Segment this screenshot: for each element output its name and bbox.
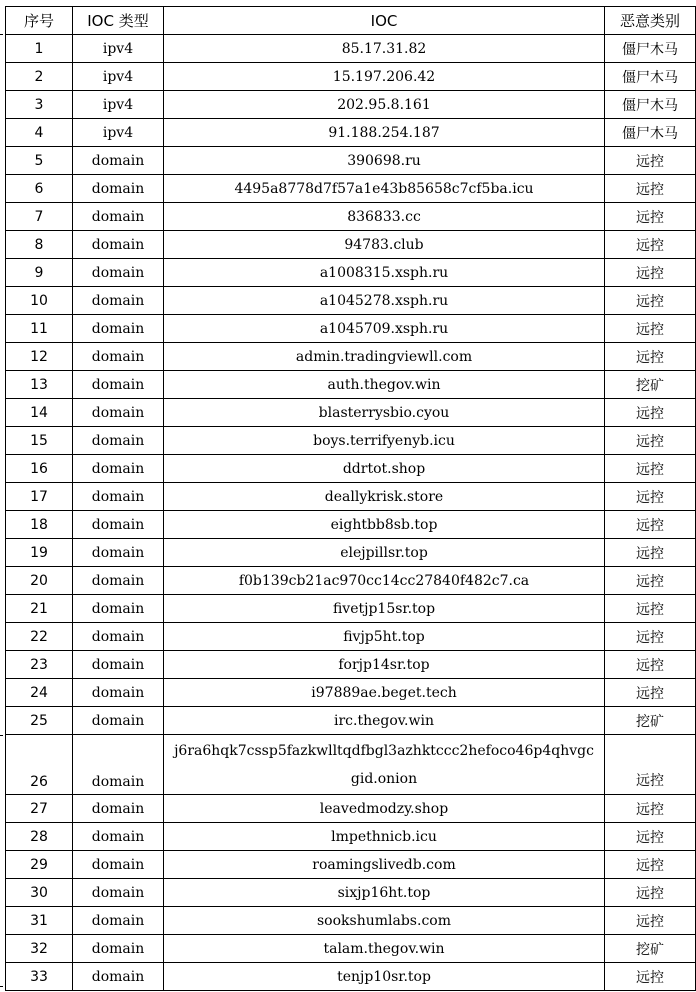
- cell-serial-number: 1: [6, 35, 73, 63]
- table-row: [6, 879, 696, 907]
- cell-ioc-value: elejpillsr.top: [164, 539, 605, 567]
- cell-ioc-type: domain: [73, 203, 164, 231]
- table-row: [6, 707, 696, 735]
- cell-ioc-type: domain: [73, 483, 164, 511]
- margin-tick: [0, 986, 3, 987]
- table-row: [6, 63, 696, 91]
- cell-ioc-value: fivjp5ht.top: [164, 623, 605, 651]
- table-row: [6, 147, 696, 175]
- cell-serial-number: 7: [6, 203, 73, 231]
- cell-serial-number: 2: [6, 63, 73, 91]
- cell-ioc-type: domain: [73, 511, 164, 539]
- table-row: [6, 455, 696, 483]
- cell-serial-number: 22: [6, 623, 73, 651]
- cell-serial-number: 28: [6, 823, 73, 851]
- table-row: [6, 315, 696, 343]
- cell-serial-number: 23: [6, 651, 73, 679]
- cell-malicious-category: 僵尸木马: [605, 119, 696, 147]
- cell-malicious-category: 远控: [605, 147, 696, 175]
- cell-ioc-type: domain: [73, 879, 164, 907]
- cell-malicious-category: 远控: [605, 595, 696, 623]
- cell-malicious-category: 远控: [605, 343, 696, 371]
- cell-malicious-category: 远控: [605, 287, 696, 315]
- cell-ioc-type: domain: [73, 735, 164, 795]
- cell-serial-number: 19: [6, 539, 73, 567]
- cell-ioc-type: domain: [73, 795, 164, 823]
- cell-ioc-type: domain: [73, 567, 164, 595]
- cell-serial-number: 20: [6, 567, 73, 595]
- cell-malicious-category: 挖矿: [605, 371, 696, 399]
- cell-ioc-value: 202.95.8.161: [164, 91, 605, 119]
- cell-ioc-type: domain: [73, 175, 164, 203]
- cell-serial-number: 11: [6, 315, 73, 343]
- cell-malicious-category: 远控: [605, 823, 696, 851]
- cell-malicious-category: 远控: [605, 567, 696, 595]
- cell-serial-number: 14: [6, 399, 73, 427]
- ioc-table: [5, 6, 696, 991]
- cell-ioc-value: 390698.ru: [164, 147, 605, 175]
- table-row: [6, 851, 696, 879]
- cell-ioc-value: irc.thegov.win: [164, 707, 605, 735]
- table-row: [6, 567, 696, 595]
- cell-ioc-type: domain: [73, 231, 164, 259]
- cell-ioc-value: f0b139cb21ac970cc14cc27840f482c7.ca: [164, 567, 605, 595]
- table-row: [6, 343, 696, 371]
- cell-malicious-category: 远控: [605, 795, 696, 823]
- cell-ioc-value: roamingslivedb.com: [164, 851, 605, 879]
- cell-serial-number: 16: [6, 455, 73, 483]
- table-row: [6, 907, 696, 935]
- cell-ioc-value: lmpethnicb.icu: [164, 823, 605, 851]
- cell-ioc-value: 94783.club: [164, 231, 605, 259]
- table-row: [6, 595, 696, 623]
- table-row: [6, 399, 696, 427]
- cell-ioc-value: deallykrisk.store: [164, 483, 605, 511]
- cell-malicious-category: 僵尸木马: [605, 35, 696, 63]
- cell-ioc-type: ipv4: [73, 63, 164, 91]
- header-ioc-type: IOC 类型: [73, 7, 164, 35]
- cell-ioc-type: domain: [73, 651, 164, 679]
- cell-ioc-value: a1045278.xsph.ru: [164, 287, 605, 315]
- table-row: [6, 35, 696, 63]
- cell-malicious-category: 挖矿: [605, 935, 696, 963]
- cell-ioc-type: domain: [73, 907, 164, 935]
- cell-malicious-category: 挖矿: [605, 707, 696, 735]
- table-row: [6, 119, 696, 147]
- table-row: [6, 259, 696, 287]
- margin-tick: [0, 34, 3, 35]
- cell-malicious-category: 远控: [605, 231, 696, 259]
- cell-ioc-value: talam.thegov.win: [164, 935, 605, 963]
- cell-ioc-value: a1045709.xsph.ru: [164, 315, 605, 343]
- table-row: [6, 935, 696, 963]
- cell-ioc-value: admin.tradingviewll.com: [164, 343, 605, 371]
- table-row: [6, 427, 696, 455]
- cell-malicious-category: 远控: [605, 963, 696, 991]
- header-ioc: IOC: [164, 7, 605, 35]
- table-row: [6, 651, 696, 679]
- cell-serial-number: 30: [6, 879, 73, 907]
- cell-malicious-category: 僵尸木马: [605, 63, 696, 91]
- cell-malicious-category: 远控: [605, 539, 696, 567]
- header-malicious-category: 恶意类别: [605, 7, 696, 35]
- cell-ioc-value: 836833.cc: [164, 203, 605, 231]
- cell-serial-number: 26: [6, 735, 73, 795]
- cell-malicious-category: 远控: [605, 851, 696, 879]
- cell-malicious-category: 远控: [605, 483, 696, 511]
- cell-ioc-type: domain: [73, 679, 164, 707]
- table-row: [6, 287, 696, 315]
- cell-ioc-value: tenjp10sr.top: [164, 963, 605, 991]
- table-row: [6, 483, 696, 511]
- cell-serial-number: 4: [6, 119, 73, 147]
- cell-malicious-category: 远控: [605, 735, 696, 795]
- cell-ioc-value: sixjp16ht.top: [164, 879, 605, 907]
- table-row: [6, 91, 696, 119]
- cell-ioc-type: domain: [73, 963, 164, 991]
- table-header-row: [6, 7, 696, 35]
- table-row: [6, 823, 696, 851]
- cell-malicious-category: 远控: [605, 427, 696, 455]
- cell-serial-number: 31: [6, 907, 73, 935]
- cell-ioc-value: 15.197.206.42: [164, 63, 605, 91]
- cell-ioc-value: auth.thegov.win: [164, 371, 605, 399]
- cell-ioc-value: sookshumlabs.com: [164, 907, 605, 935]
- cell-serial-number: 33: [6, 963, 73, 991]
- cell-serial-number: 27: [6, 795, 73, 823]
- table-row: [6, 539, 696, 567]
- cell-ioc-type: domain: [73, 287, 164, 315]
- cell-serial-number: 32: [6, 935, 73, 963]
- cell-ioc-type: ipv4: [73, 35, 164, 63]
- cell-ioc-type: domain: [73, 935, 164, 963]
- margin-tick: [0, 735, 3, 736]
- cell-serial-number: 29: [6, 851, 73, 879]
- cell-ioc-type: domain: [73, 371, 164, 399]
- cell-serial-number: 9: [6, 259, 73, 287]
- cell-malicious-category: 远控: [605, 879, 696, 907]
- cell-ioc-value: fivetjp15sr.top: [164, 595, 605, 623]
- cell-ioc-type: domain: [73, 595, 164, 623]
- cell-malicious-category: 远控: [605, 455, 696, 483]
- cell-ioc-type: domain: [73, 343, 164, 371]
- cell-ioc-value: 85.17.31.82: [164, 35, 605, 63]
- cell-malicious-category: 远控: [605, 907, 696, 935]
- table-row: [6, 623, 696, 651]
- table-row: [6, 231, 696, 259]
- cell-ioc-type: domain: [73, 455, 164, 483]
- cell-malicious-category: 远控: [605, 623, 696, 651]
- cell-serial-number: 13: [6, 371, 73, 399]
- table-row: [6, 795, 696, 823]
- cell-ioc-value: boys.terrifyenyb.icu: [164, 427, 605, 455]
- header-serial-number: 序号: [6, 7, 73, 35]
- cell-serial-number: 17: [6, 483, 73, 511]
- cell-ioc-type: ipv4: [73, 119, 164, 147]
- cell-serial-number: 15: [6, 427, 73, 455]
- cell-malicious-category: 远控: [605, 511, 696, 539]
- table-row: [6, 679, 696, 707]
- cell-malicious-category: 远控: [605, 175, 696, 203]
- cell-serial-number: 24: [6, 679, 73, 707]
- cell-ioc-type: domain: [73, 823, 164, 851]
- cell-serial-number: 12: [6, 343, 73, 371]
- cell-ioc-type: domain: [73, 539, 164, 567]
- cell-ioc-value: 4495a8778d7f57a1e43b85658c7cf5ba.icu: [164, 175, 605, 203]
- cell-serial-number: 18: [6, 511, 73, 539]
- cell-ioc-type: domain: [73, 623, 164, 651]
- cell-ioc-value: ddrtot.shop: [164, 455, 605, 483]
- cell-ioc-type: domain: [73, 399, 164, 427]
- cell-serial-number: 21: [6, 595, 73, 623]
- table-row: [6, 371, 696, 399]
- cell-malicious-category: 远控: [605, 679, 696, 707]
- cell-ioc-value: i97889ae.beget.tech: [164, 679, 605, 707]
- cell-serial-number: 8: [6, 231, 73, 259]
- cell-serial-number: 6: [6, 175, 73, 203]
- cell-ioc-type: domain: [73, 315, 164, 343]
- cell-malicious-category: 远控: [605, 259, 696, 287]
- cell-serial-number: 3: [6, 91, 73, 119]
- table-row: [6, 735, 696, 795]
- cell-ioc-value: blasterrysbio.cyou: [164, 399, 605, 427]
- table-body: [6, 35, 696, 991]
- cell-ioc-value: eightbb8sb.top: [164, 511, 605, 539]
- cell-ioc-type: ipv4: [73, 91, 164, 119]
- cell-malicious-category: 远控: [605, 651, 696, 679]
- table-row: [6, 511, 696, 539]
- cell-ioc-type: domain: [73, 427, 164, 455]
- cell-ioc-value: forjp14sr.top: [164, 651, 605, 679]
- cell-ioc-value: a1008315.xsph.ru: [164, 259, 605, 287]
- table-row: [6, 203, 696, 231]
- cell-ioc-type: domain: [73, 707, 164, 735]
- cell-ioc-type: domain: [73, 851, 164, 879]
- cell-ioc-type: domain: [73, 147, 164, 175]
- cell-malicious-category: 远控: [605, 203, 696, 231]
- cell-ioc-value: j6ra6hqk7cssp5fazkwlltqdfbgl3azhktccc2hefoco46p4qhvgcgid.onion: [164, 735, 605, 795]
- table-row: [6, 175, 696, 203]
- cell-serial-number: 5: [6, 147, 73, 175]
- cell-malicious-category: 远控: [605, 399, 696, 427]
- cell-malicious-category: 僵尸木马: [605, 91, 696, 119]
- cell-ioc-value: 91.188.254.187: [164, 119, 605, 147]
- cell-ioc-type: domain: [73, 259, 164, 287]
- cell-malicious-category: 远控: [605, 315, 696, 343]
- cell-serial-number: 10: [6, 287, 73, 315]
- table-row: [6, 963, 696, 991]
- cell-ioc-value: leavedmodzy.shop: [164, 795, 605, 823]
- cell-serial-number: 25: [6, 707, 73, 735]
